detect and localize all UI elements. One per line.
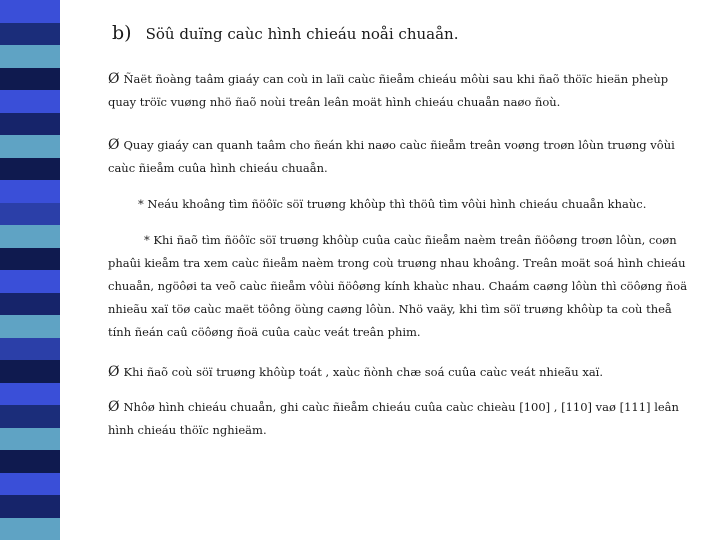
stripe-block <box>0 113 60 136</box>
title-text: Söû duïng caùc hình chieáu noåi chuaån. <box>145 25 459 43</box>
stripe-block <box>0 293 60 316</box>
stripe-block <box>0 518 60 540</box>
arrow-bullet-icon: Ø <box>108 364 120 380</box>
paragraph-index-spots: Ø Khi ñaõ coù söï truøng khôùp toát , xaùc ñònh chæ soá cuûa caùc veát nhieãu xaï. <box>108 364 604 380</box>
stripe-block <box>0 495 60 518</box>
stripe-block <box>0 248 60 271</box>
note-match-check: * Khi ñaõ tìm ñöôïc söï truøng khôùp cuûa caùc ñieåm naèm treân ñöôøng troøn lôùn, coøn phaûi kieåm tra xem caùc ñieåm naèm trong coù truøng nhau khoâng. Treân moät soá hình chieáu chuaån, ngöôøi ta veõ caùc ñieåm vôùi ñöôøng kính khaùc nhau. Chaám caøng lôùn thì cöôøng ñoä nhieãu xaï töø caùc maët töông öùng caøng lôùn. Nhö vaäy, khi tìm söï truøng khôùp ta coù theå tính ñeán caû cöôøng ñoä cuûa caùc veát treân phim. <box>108 233 688 339</box>
stripe-block <box>0 270 60 293</box>
stripe-block <box>0 360 60 383</box>
slide-title <box>112 22 458 44</box>
stripe-block <box>0 450 60 473</box>
arrow-bullet-icon: Ø <box>108 399 120 415</box>
stripe-block <box>0 225 60 248</box>
paragraph-rotate-tracing: Ø Quay giaáy can quanh taâm cho ñeán khi naøo caùc ñieåm treân voøng troøn lôùn truøng vôùi caùc ñieåm cuûa hình chieáu chuaån. <box>108 137 675 175</box>
paragraph-record-directions: Ø Nhôø hình chieáu chuaån, ghi caùc ñieåm chieáu cuûa caùc chieàu [100] , [110] vaø [111] leân hình chieáu thöïc nghieäm. <box>108 399 679 437</box>
stripe-block <box>0 203 60 226</box>
decorative-side-stripe <box>0 0 60 540</box>
stripe-block <box>0 315 60 338</box>
title-marker: b) <box>112 22 132 44</box>
arrow-bullet-icon: Ø <box>108 137 120 153</box>
stripe-block <box>0 0 60 23</box>
stripe-block <box>0 135 60 158</box>
slide-content <box>108 0 688 540</box>
stripe-block <box>0 383 60 406</box>
stripe-block <box>0 45 60 68</box>
stripe-block <box>0 180 60 203</box>
paragraph-overlay-tracing: Ø Ñaët ñoàng taâm giaáy can coù in laïi caùc ñieåm chieáu môùi sau khi ñaõ thöïc hieän pheùp quay tröïc vuøng nhö ñaõ noùi treân leân moät hình chieáu chuaån naøo ñoù. <box>108 71 669 109</box>
stripe-block <box>0 428 60 451</box>
stripe-block <box>0 23 60 46</box>
stripe-block <box>0 68 60 91</box>
arrow-bullet-icon: Ø <box>108 71 120 87</box>
stripe-block <box>0 405 60 428</box>
stripe-block <box>0 158 60 181</box>
stripe-block <box>0 90 60 113</box>
stripe-block <box>0 338 60 361</box>
note-no-match: * Neáu khoâng tìm ñöôïc söï truøng khôùp thì thöû tìm vôùi hình chieáu chuaån khaùc. <box>138 197 647 211</box>
stripe-block <box>0 473 60 496</box>
